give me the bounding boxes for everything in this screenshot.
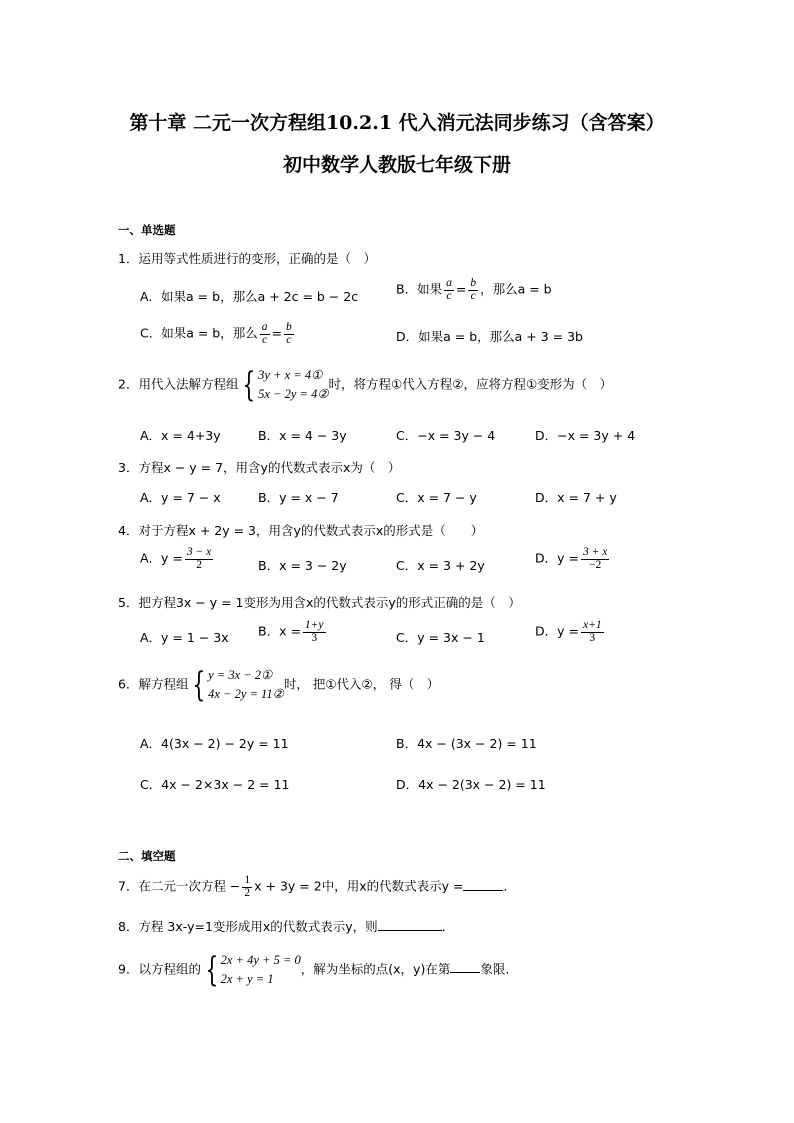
question-8: 8．方程 3x-y=1变形成用x的代数式表示y，则 ． (118, 919, 455, 934)
question-1-option-a[interactable]: A．如果a = b，那么a + 2c = b − 2c (140, 289, 359, 304)
question-5-stem: 5．把方程3x − y = 1变形为用含x的代数式表示y的形式正确的是（ ） (118, 595, 521, 610)
fraction: $\frac{1}{2}$ (244, 874, 251, 899)
section-heading-fill-in: 二、填空题 (118, 849, 176, 863)
page-title: 第十章 二元一次方程组10.2.1 代入消元法同步练习（含答案） (129, 112, 665, 134)
page-subtitle: 初中数学人教版七年级下册 (282, 154, 511, 176)
answer-blank[interactable] (450, 960, 480, 973)
question-1-stem: 1．运用等式性质进行的变形，正确的是（ ） (118, 251, 376, 266)
question-4-option-a[interactable]: A．y = $\frac{3 - x}{2}$ (140, 546, 212, 571)
question-3-stem: 3．方程x − y = 7，用含y的代数式表示x为（ ） (118, 460, 401, 475)
question-2-option-c[interactable]: C．−x = 3y − 4 (396, 428, 496, 443)
question-9: 9．以方程组的 { 2x + 4y + 5 = 0 2x + y = 1 ，解为坐标的点(x，y)在第 象限. (118, 949, 510, 990)
question-5-option-d[interactable]: D．y = $\frac{x+1}{3}$ (535, 619, 602, 644)
question-3-option-b[interactable]: B．y = x − 7 (258, 490, 339, 505)
question-4-option-b[interactable]: B．x = 3 − 2y (258, 558, 347, 573)
question-2-option-d[interactable]: D．−x = 3y + 4 (535, 428, 636, 443)
question-3-option-a[interactable]: A．y = 7 − x (140, 490, 221, 505)
question-2-option-a[interactable]: A．x = 4+3y (140, 428, 221, 443)
question-6-option-c[interactable]: C．4x − 2×3x − 2 = 11 (140, 777, 290, 792)
question-5-option-a[interactable]: A．y = 1 − 3x (140, 630, 229, 645)
fraction: $\frac{x+1}{3}$ (582, 619, 602, 644)
equation-system: { y = 3x − 2① 4x − 2y = 11② (192, 664, 284, 705)
answer-blank[interactable] (463, 878, 503, 891)
brace: { (192, 664, 206, 705)
fraction: $\frac{b}{c}$ (285, 321, 292, 346)
fraction: $\frac{a}{c}$ (261, 321, 268, 346)
question-4-option-d[interactable]: D．y = $\frac{3 + x}{-2}$ (535, 546, 608, 571)
question-6-option-a[interactable]: A．4(3x − 2) − 2y = 11 (140, 736, 289, 751)
question-4-stem: 4．对于方程x + 2y = 3，用含y的代数式表示x的形式是（ ） (118, 523, 484, 538)
question-6-option-d[interactable]: D．4x − 2(3x − 2) = 11 (396, 777, 546, 792)
question-3-option-c[interactable]: C．x = 7 − y (396, 490, 477, 505)
fraction: $\frac{b}{c}$ (470, 277, 477, 302)
answer-blank[interactable] (378, 918, 442, 931)
question-5-option-c[interactable]: C．y = 3x − 1 (396, 630, 485, 645)
question-1-option-b[interactable]: B．如果 $\frac{a}{c}$ = $\frac{b}{c}$ ，那么a = b (396, 277, 552, 302)
question-2-option-b[interactable]: B．x = 4 − 3y (258, 428, 347, 443)
fraction: $\frac{a}{c}$ (446, 277, 452, 302)
question-4-option-c[interactable]: C．x = 3 + 2y (396, 558, 485, 573)
section-heading-single-choice: 一、单选题 (118, 223, 176, 237)
question-6-stem: 6．解方程组 { y = 3x − 2① 4x − 2y = 11② 时， 把①代入②， 得（ ） (118, 664, 440, 705)
question-2-stem: 2．用代入法解方程组 { 3y + x = 4① 5x − 2y = 4② 时，将方程①代入方程②，应将方程①变形为（ ） (118, 364, 613, 405)
fraction: $\frac{3 - x}{2}$ (186, 546, 212, 571)
brace: { (205, 949, 219, 990)
question-5-option-b[interactable]: B．x = $\frac{1+y}{3}$ (258, 619, 324, 644)
question-3-option-d[interactable]: D．x = 7 + y (535, 490, 617, 505)
question-7: 7．在二元一次方程 − $\frac{1}{2}$ x + 3y = 2中，用x的代数式表示y = ． (118, 874, 516, 899)
fraction: $\frac{1+y}{3}$ (304, 619, 324, 644)
fraction: $\frac{3 + x}{-2}$ (582, 546, 608, 571)
question-1-option-c[interactable]: C．如果a = b，那么 $\frac{a}{c}$ = $\frac{b}{c}$ (140, 321, 292, 346)
equation-system: { 3y + x = 4① 5x − 2y = 4② (242, 364, 329, 405)
question-1-option-d[interactable]: D．如果a = b，那么a + 3 = 3b (396, 329, 583, 344)
brace: { (242, 364, 256, 405)
question-6-option-b[interactable]: B．4x − (3x − 2) = 11 (396, 736, 537, 751)
equation-system: { 2x + 4y + 5 = 0 2x + y = 1 (205, 949, 301, 990)
